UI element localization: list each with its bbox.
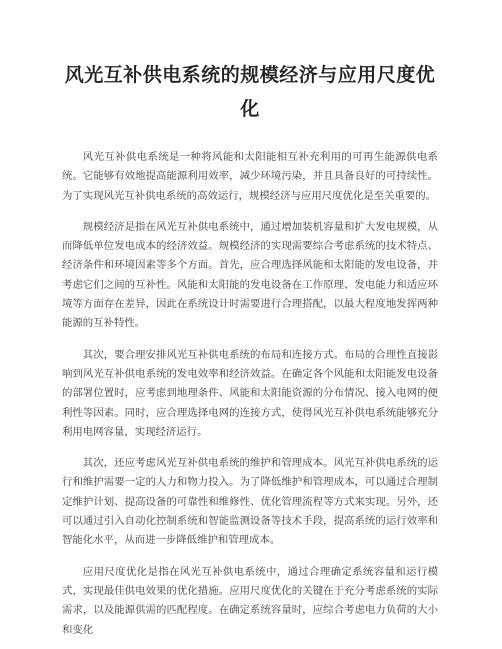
paragraph-1: 风光互补供电系统是一种将风能和太阳能相互补充利用的可再生能源供电系统。它能够有效地提高能源利用效率，减少环境污染，并且具备良好的可持续性。为了实现风光互补供电系统的高效运行，规模经济与应用尺度优化是至关重要的。 xyxy=(62,151,438,202)
document-title: 风光互补供电系统的规模经济与应用尺度优化 xyxy=(64,64,436,120)
paragraph-4: 其次，还应考虑风光互补供电系统的维护和管理成本。风光互补供电系统的运行和维护需要一定的人力和物力投入。为了降低维护和管理成本，可以通过合理制定维护计划、提高设备的可靠性和维修性、优化管理流程等方式来实现。另外，还可以通过引入自动化控制系统和智能监测设备等技术手段，提高系统的运行效率和智能化水平，从而进一步降低维护和管理成本。 xyxy=(62,457,438,547)
paragraph-2: 规模经济是指在风光互补供电系统中，通过增加装机容量和扩大发电规模，从而降低单位发电成本的经济效益。规模经济的实现需要综合考虑系统的技术特点、经济条件和环境因素等多个方面。首先，应合理选择风能和太阳能的发电设备，并考虑它们之间的互补性。风能和太阳能的发电设备在工作原理、发电能力和适应环境等方面存在差异，因此在系统设计时需要进行合理搭配，以最大程度地发挥两种能源的互补特性。 xyxy=(62,220,438,330)
paragraph-3: 其次，要合理安排风光互补供电系统的布局和连接方式。布局的合理性直接影响到风光互补供电系统的发电效率和经济效益。在确定各个风能和太阳能发电设备的部署位置时，应考虑到地理条件、风能和太阳能资源的分布情况、接入电网的便利性等因素。同时，应合理选择电网的连接方式，使得风光互补供电系统能够充分利用电网容量，实现经济运行。 xyxy=(62,348,438,438)
paragraph-5: 应用尺度优化是指在风光互补供电系统中，通过合理确定系统容量和运行模式，实现最佳供电效果的优化措施。应用尺度优化的关键在于充分考虑系统的实际需求，以及能源供需的匹配程度。在确定系统容量时，应综合考虑电力负荷的大小和变化 xyxy=(62,565,438,636)
